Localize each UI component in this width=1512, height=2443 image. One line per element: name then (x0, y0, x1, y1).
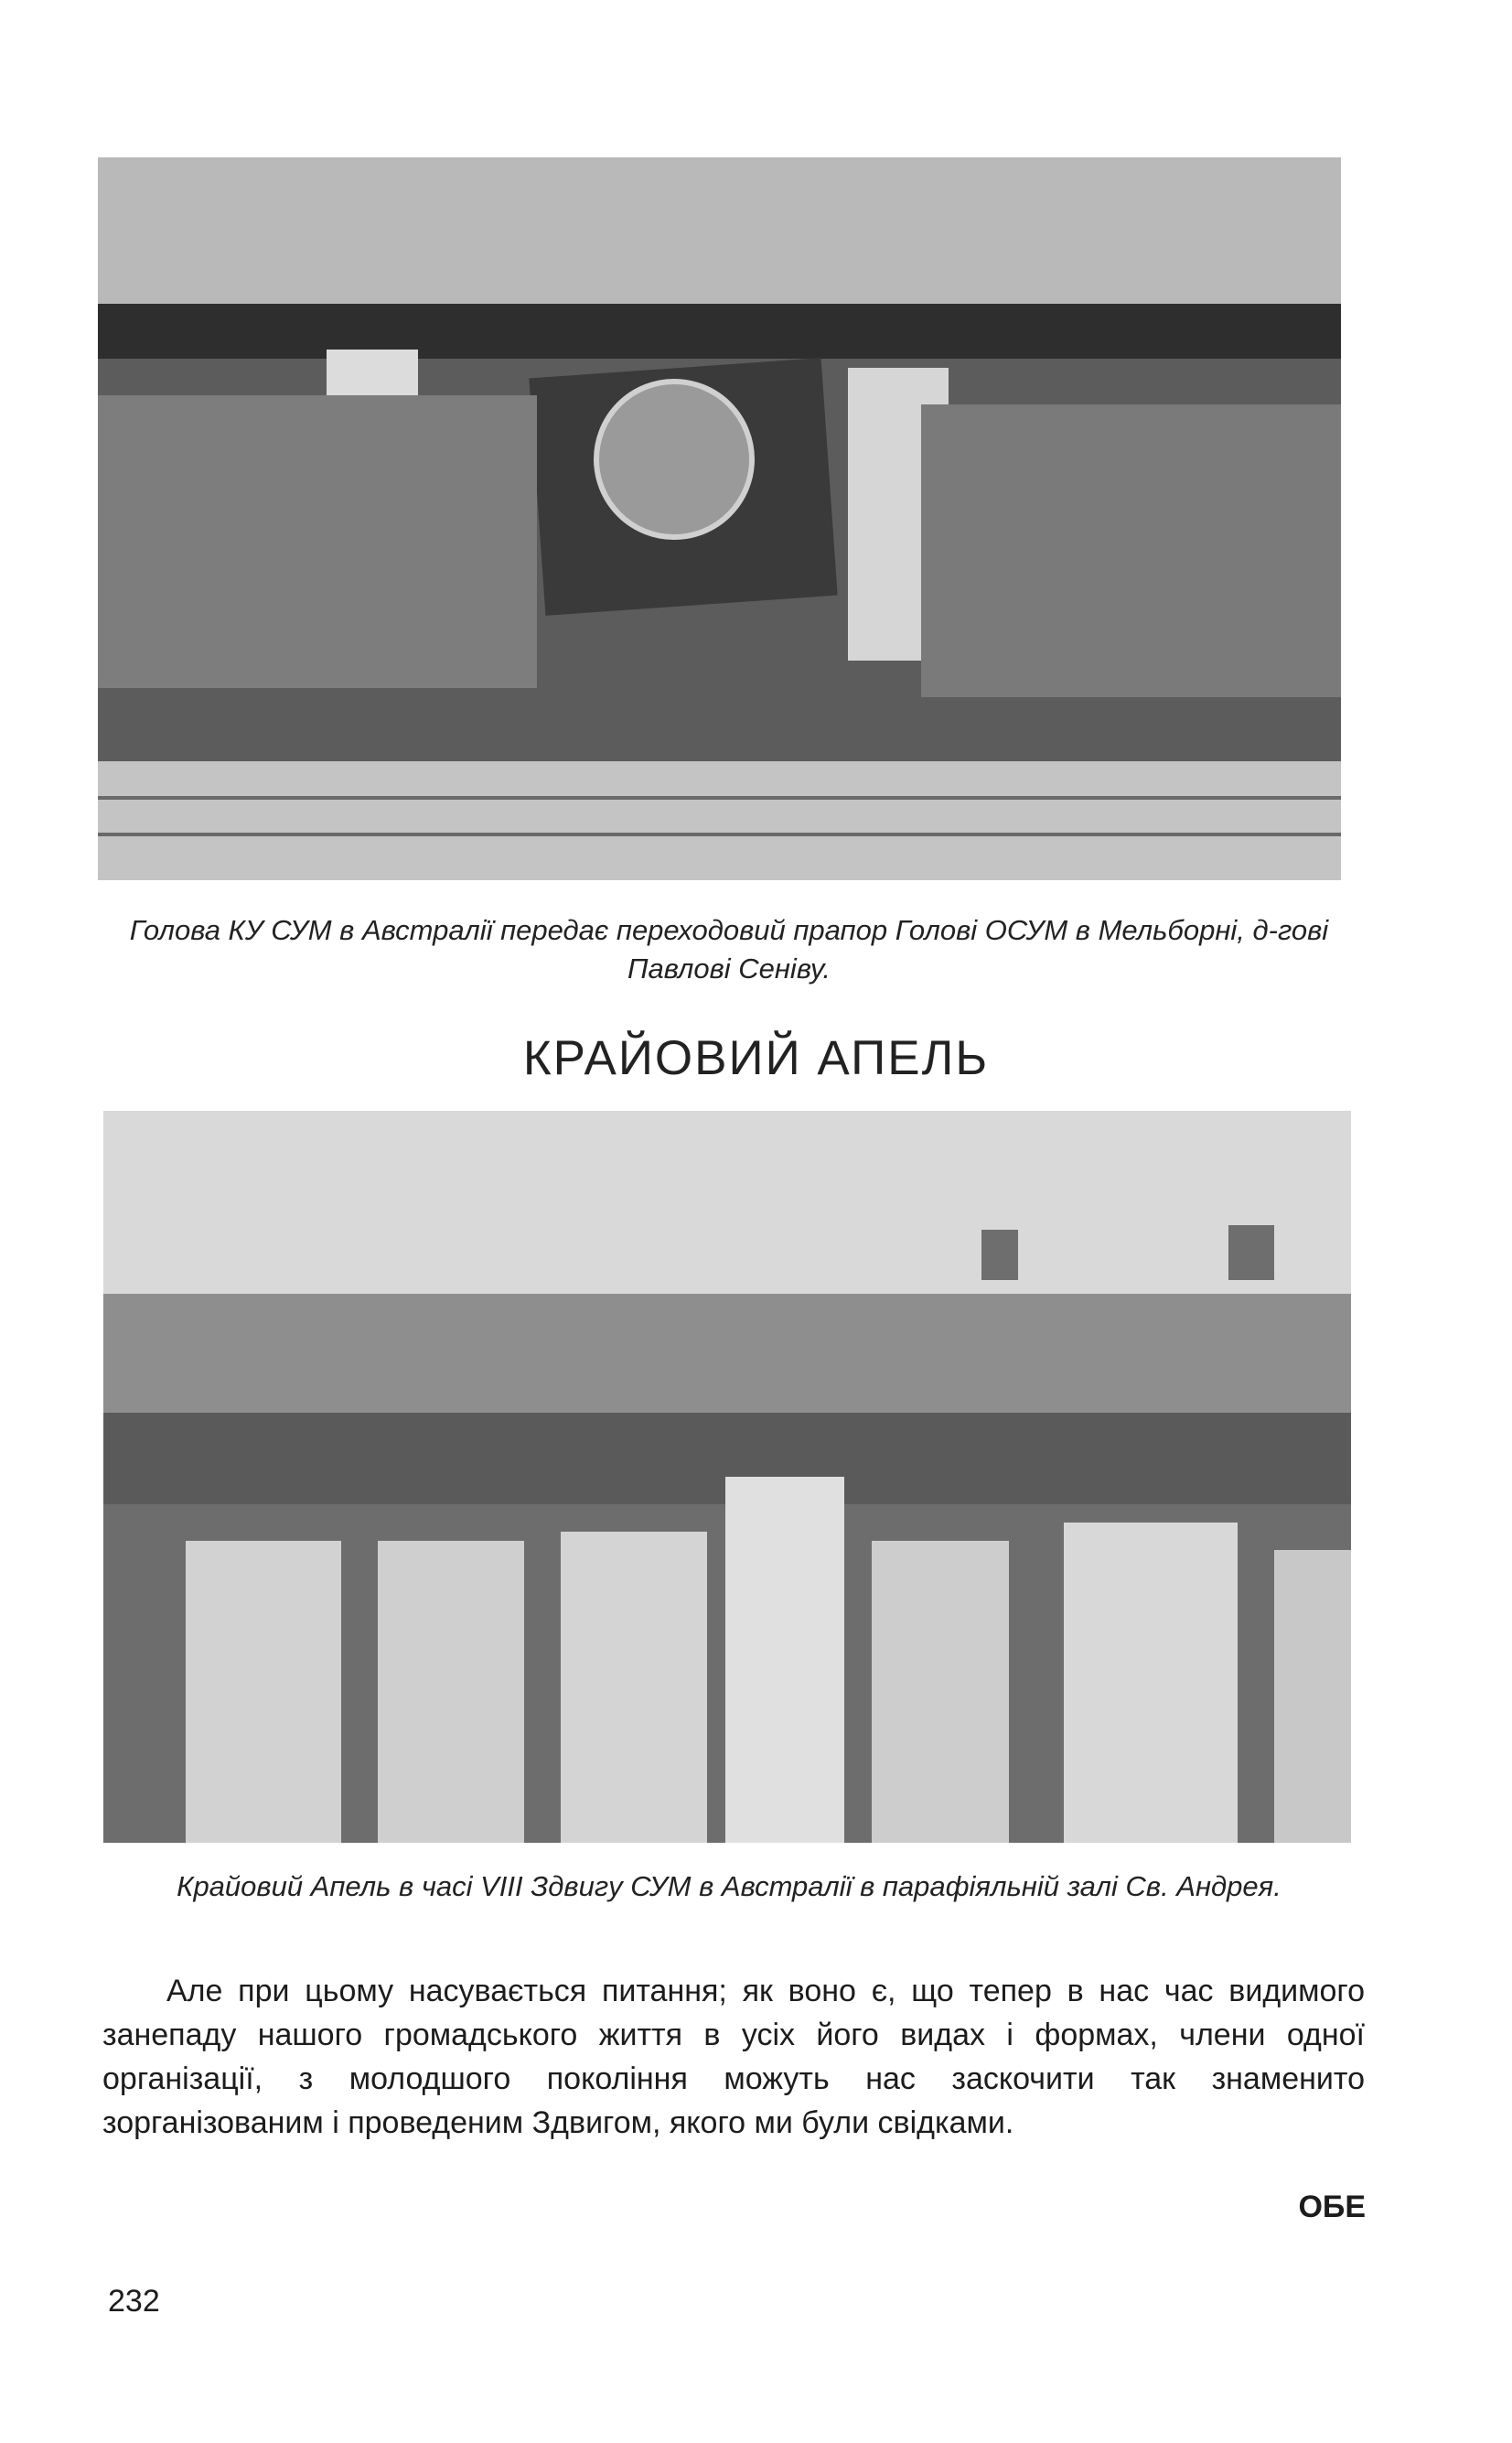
stage-flag-photo (98, 157, 1341, 880)
stage-flag-image (98, 157, 1341, 880)
hall-assembly-photo (103, 1111, 1351, 1843)
body-paragraph: Але при цьому насувається питання; як воно є, що тепер в нас час видимого занепаду нашого громадського життя в усіх його видах і формах, члени одної організації, з молодшого покоління можуть нас заскочити так знаменито зорганізованим і проведеним Здвигом, якого ми були свідками. (102, 1974, 1365, 2140)
section-heading: КРАЙОВИЙ АПЕЛЬ (522, 1031, 990, 1085)
hall-assembly-image (103, 1111, 1351, 1843)
photo1-caption: Голова КУ СУМ в Австралії передає переходовий прапор Голові ОСУМ в Мельборні, д-гові Павлові Сеніву. (129, 914, 1329, 985)
photo2-caption: Крайовий Апель в часі VIII Здвигу СУМ в Австралії в парафіяльній залі Св. Андрея. (177, 1870, 1281, 1902)
author-signature: ОБЕ (1298, 2190, 1366, 2224)
page-number: 232 (108, 2284, 160, 2319)
